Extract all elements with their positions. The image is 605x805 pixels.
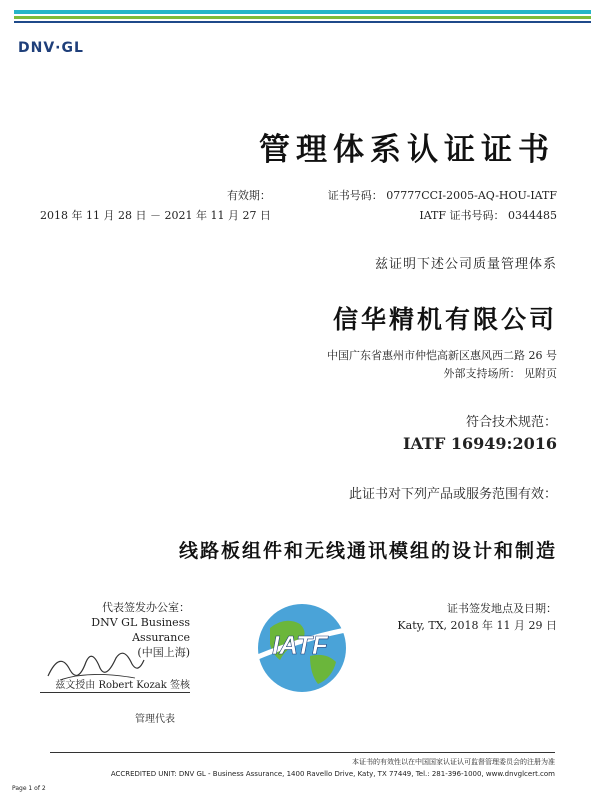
management-representative: 管理代表 — [135, 714, 175, 725]
issue-place-date: Katy, TX, 2018 年 11 月 29 日 — [397, 619, 557, 632]
issuing-office-label: 代表签发办公室： — [102, 601, 190, 614]
header-band-top — [14, 10, 591, 14]
external-support-site: 外部支持场所： 见附页 — [443, 367, 557, 380]
footer-divider — [50, 752, 555, 753]
scope-intro: 此证书对下列产品或服务范围有效： — [348, 487, 557, 502]
issue-place-date-label: 证书签发地点及日期： — [447, 602, 557, 615]
footer-accreditation-note: 本证书的有效性以在中国国家认证认可监督管理委员会的注册为准 — [352, 758, 555, 766]
header-band-bottom — [14, 21, 591, 23]
page-number: Page 1 of 2 — [12, 785, 46, 792]
standard-name: IATF 16949:2016 — [403, 434, 557, 453]
validity-range: 2018 年 11 月 28 日 － 2021 年 11 月 27 日 — [40, 209, 271, 222]
validity-label: 有效期： — [226, 189, 271, 202]
certificate-title: 管理体系认证证书 — [259, 132, 555, 168]
certificate-numbers — [328, 186, 557, 226]
certification-scope: 线路板组件和无线通讯模组的设计和制造 — [178, 540, 557, 562]
signature-line: 兹文授由 Robert Kozak 签核 — [40, 676, 190, 693]
iatf-certificate-number: IATF 证书号码： 0344485 — [419, 209, 557, 222]
company-address-block — [327, 347, 557, 383]
dnvgl-logo: DNV·GL — [18, 40, 84, 56]
footer-contact: ACCREDITED UNIT: DNV GL - Business Assurance, 1400 Ravello Drive, Katy, TX 77449, Tel.: 281-396-1000, www.dnvglcert.com — [110, 770, 555, 778]
issuing-office-location: (中国上海) — [137, 646, 190, 659]
certificate-number: 证书号码： 07777CCI-2005-AQ-HOU-IATF — [327, 189, 557, 202]
header-band-middle — [14, 16, 591, 19]
company-name: 信华精机有限公司 — [332, 305, 557, 334]
company-address: 中国广东省惠州市仲恺高新区惠风西二路 26 号 — [327, 349, 557, 362]
certification-intro: 兹证明下述公司质量管理体系 — [374, 257, 557, 272]
badge-text: IATF — [272, 630, 328, 660]
issue-place-date-block — [397, 600, 557, 634]
iatf-globe-badge — [240, 598, 360, 698]
issuing-office-name: DNV GL Business Assurance — [91, 616, 190, 644]
validity-block — [40, 186, 271, 226]
standard-label: 符合技术规范： — [465, 415, 557, 430]
